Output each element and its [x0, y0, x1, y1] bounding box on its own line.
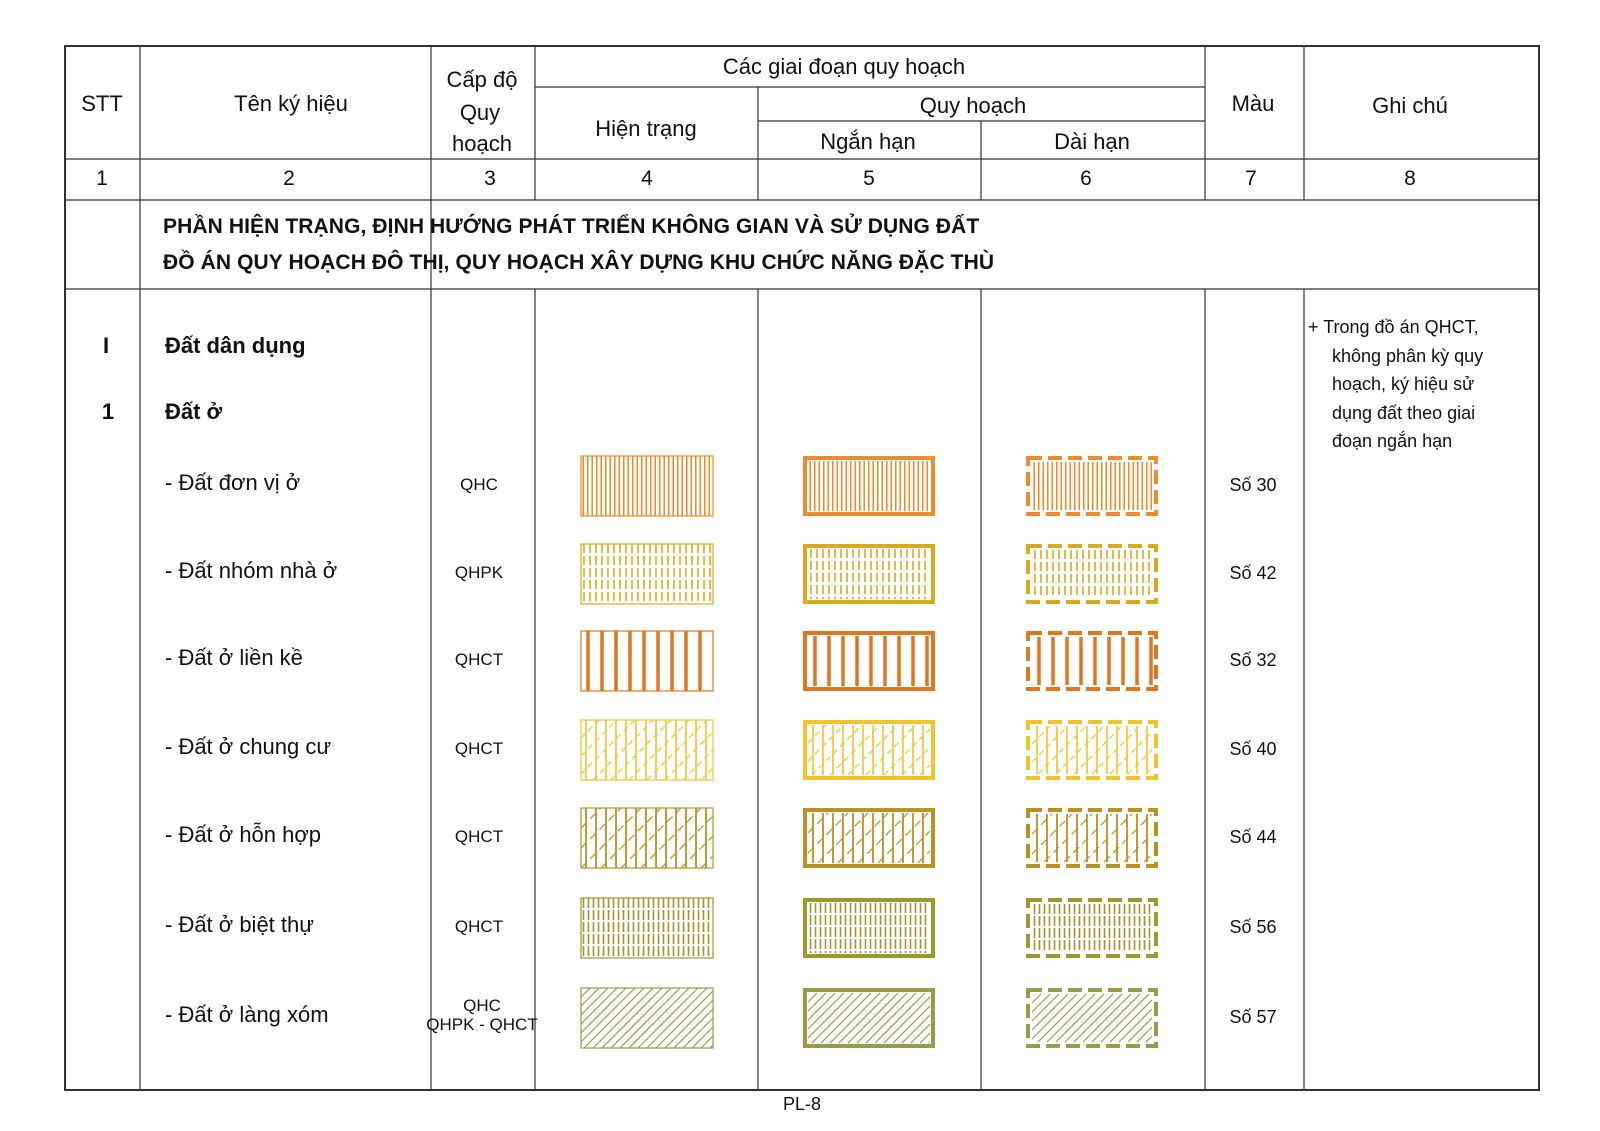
header-color: Màu: [1231, 91, 1275, 116]
row-color-code: Số 56: [1229, 917, 1277, 937]
swatch-short: [805, 633, 933, 689]
header-level-line1: Cấp độ: [446, 67, 518, 92]
col-number-6: 6: [1080, 167, 1092, 190]
row-planning-level: QHCT: [454, 739, 504, 758]
note-line-5: đoạn ngắn hạn: [1332, 431, 1453, 451]
note-line-1: + Trong đồ án QHCT,: [1308, 317, 1479, 337]
header-symbol-name: Tên ký hiệu: [234, 91, 348, 116]
header-current-state: Hiện trạng: [595, 116, 697, 141]
header-planning-stages: Các giai đoạn quy hoạch: [722, 54, 966, 79]
col-number-4: 4: [641, 167, 653, 190]
col-number-8: 8: [1404, 167, 1416, 190]
swatch-long: [1028, 458, 1156, 514]
row-planning-level: QHCT: [454, 827, 504, 846]
row-color-code: Số 32: [1229, 650, 1277, 670]
swatch-current: [581, 456, 713, 516]
swatch-long: [1028, 633, 1156, 689]
row-color-code: Số 30: [1229, 475, 1277, 495]
row-name: - Đất ở biệt thự: [165, 912, 314, 937]
header-short-term: Ngắn hạn: [820, 129, 916, 154]
row-planning-level: QHPK - QHCT: [426, 1015, 538, 1034]
subgroup-stt: 1: [101, 399, 115, 424]
row-name: - Đất ở làng xóm: [165, 1002, 329, 1027]
col-number-2: 2: [283, 167, 295, 190]
row-planning-level: QHC: [463, 996, 501, 1015]
col-number-7: 7: [1245, 167, 1257, 190]
header-planning: Quy hoạch: [919, 93, 1027, 118]
swatch-long: [1028, 900, 1156, 956]
row-planning-level: QHCT: [454, 917, 504, 936]
swatch-short: [805, 990, 933, 1046]
note-line-4: dụng đất theo giai: [1332, 402, 1476, 423]
header-level-line3: hoạch: [452, 131, 512, 156]
swatch-current: [581, 988, 713, 1048]
row-planning-level: QHCT: [454, 650, 504, 669]
swatch-short: [805, 458, 933, 514]
col-number-5: 5: [863, 167, 875, 190]
col-number-3: 3: [484, 167, 496, 190]
row-name: - Đất đơn vị ở: [165, 470, 301, 495]
swatch-long: [1028, 810, 1156, 866]
col-number-1: 1: [96, 167, 108, 190]
swatch-current: [581, 720, 713, 780]
swatch-long: [1028, 722, 1156, 778]
header-note: Ghi chú: [1372, 93, 1448, 118]
swatch-short: [805, 546, 933, 602]
section-title-line1: PHẦN HIỆN TRẠNG, ĐỊNH HƯỚNG PHÁT TRIỂN KHÔNG GIAN VÀ SỬ DỤNG ĐẤT: [163, 215, 980, 238]
swatch-current: [581, 808, 713, 868]
group-name: Đất dân dụng: [165, 333, 306, 358]
header-long-term: Dài hạn: [1054, 129, 1130, 154]
header-stt: STT: [81, 91, 123, 116]
row-color-code: Số 40: [1229, 739, 1277, 759]
row-planning-level: QHC: [460, 475, 498, 494]
note-text: [1308, 313, 1533, 456]
header-level-line2: Quy: [459, 100, 501, 125]
row-color-code: Số 42: [1229, 563, 1277, 583]
row-color-code: Số 57: [1229, 1007, 1277, 1027]
swatch-current: [581, 544, 713, 604]
swatch-current: [581, 631, 713, 691]
note-line-3: hoạch, ký hiệu sử: [1332, 374, 1475, 394]
row-name: - Đất ở chung cư: [165, 734, 332, 759]
row-name: - Đất nhóm nhà ở: [165, 558, 338, 583]
page-number: PL-8: [782, 1094, 822, 1114]
subgroup-name: Đất ở: [165, 399, 223, 424]
section-title-line2: ĐỒ ÁN QUY HOẠCH ĐÔ THỊ, QUY HOẠCH XÂY DỰNG KHU CHỨC NĂNG ĐẶC THÙ: [163, 251, 995, 274]
swatch-short: [805, 900, 933, 956]
row-planning-level: QHPK: [454, 563, 504, 582]
note-line-2: không phân kỳ quy: [1332, 345, 1484, 366]
swatch-short: [805, 810, 933, 866]
row-name: - Đất ở liền kề: [165, 645, 303, 670]
swatch-long: [1028, 990, 1156, 1046]
row-name: - Đất ở hỗn hợp: [165, 822, 322, 847]
swatch-long: [1028, 546, 1156, 602]
swatch-current: [581, 898, 713, 958]
row-color-code: Số 44: [1229, 827, 1277, 847]
group-stt: I: [102, 333, 110, 358]
swatch-short: [805, 722, 933, 778]
